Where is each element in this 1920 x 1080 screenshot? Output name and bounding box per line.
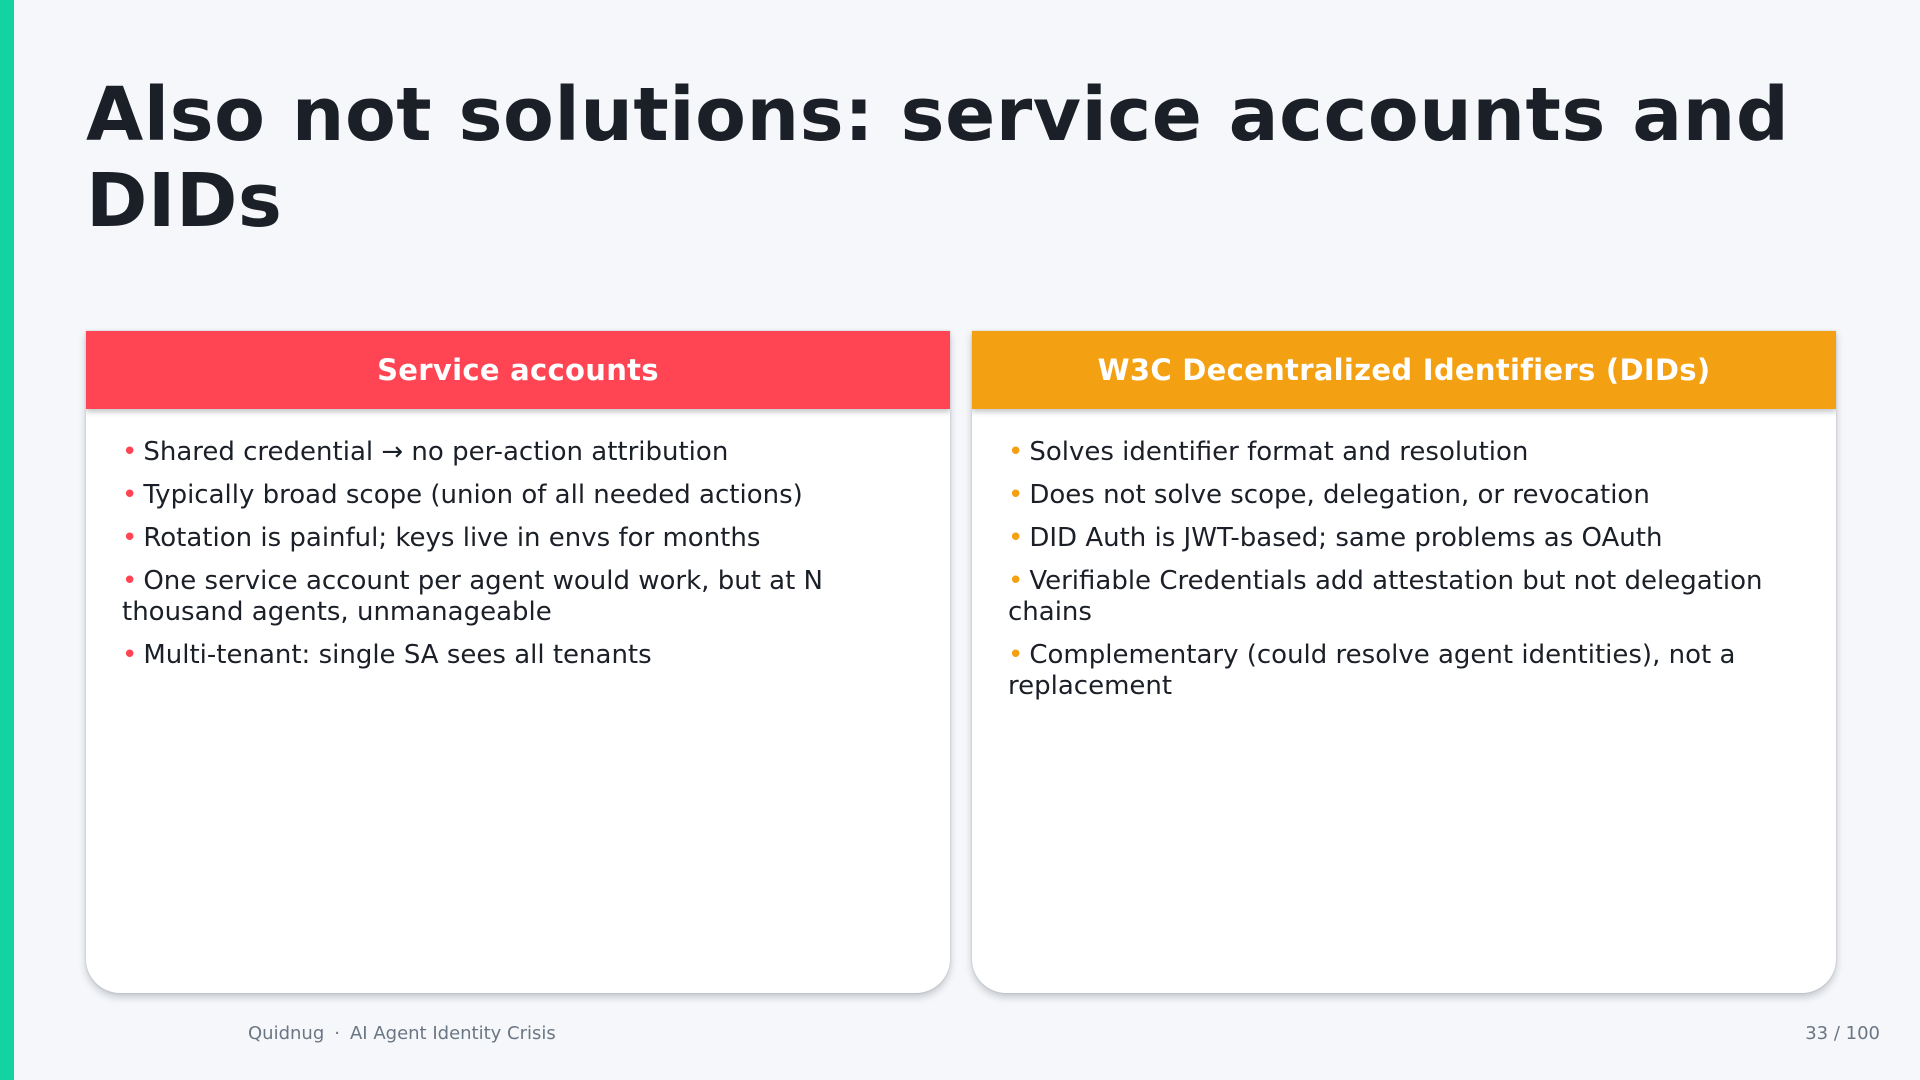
list-item-text: Multi-tenant: single SA sees all tenants: [143, 640, 652, 670]
list-item: [1008, 523, 1800, 554]
dids-header: W3C Decentralized Identifiers (DIDs): [972, 331, 1836, 409]
footer-brand: Quidnug: [248, 1023, 325, 1044]
slide-title: Also not solutions: service accounts and DIDs: [86, 72, 1790, 244]
list-item: [122, 437, 914, 468]
list-item: [1008, 480, 1800, 511]
list-item: [122, 523, 914, 554]
footer-deck-title: AI Agent Identity Crisis: [349, 1023, 556, 1044]
list-item: [122, 566, 914, 628]
bullet-icon: •: [1008, 437, 1024, 467]
list-item: [122, 640, 914, 671]
service-accounts-list: [86, 437, 950, 671]
footer-separator: ·: [334, 1023, 340, 1044]
bullet-icon: •: [1008, 523, 1024, 553]
service-accounts-header: Service accounts: [86, 331, 950, 409]
list-item-text: Complementary (could resolve agent identities), not a replacement: [1008, 640, 1736, 701]
bullet-icon: •: [122, 566, 138, 596]
dids-list: [972, 437, 1836, 702]
bullet-icon: •: [122, 640, 138, 670]
list-item: [1008, 566, 1800, 628]
accent-bar: [0, 0, 14, 1080]
list-item-text: Typically broad scope (union of all needed actions): [143, 480, 803, 510]
service-accounts-card: [86, 331, 950, 993]
list-item-text: Verifiable Credentials add attestation but not delegation chains: [1008, 566, 1763, 627]
dids-card: [972, 331, 1836, 993]
bullet-icon: •: [1008, 566, 1024, 596]
list-item-text: Shared credential → no per-action attribution: [143, 437, 729, 467]
page-counter: 33 / 100: [1805, 1023, 1880, 1044]
list-item: [1008, 437, 1800, 468]
list-item-text: DID Auth is JWT-based; same problems as OAuth: [1029, 523, 1663, 553]
list-item-text: Rotation is painful; keys live in envs for months: [143, 523, 761, 553]
bullet-icon: •: [122, 437, 138, 467]
list-item-text: Does not solve scope, delegation, or revocation: [1029, 480, 1650, 510]
list-item-text: Solves identifier format and resolution: [1029, 437, 1529, 467]
bullet-icon: •: [122, 480, 138, 510]
bullet-icon: •: [122, 523, 138, 553]
list-item: [1008, 640, 1800, 702]
bullet-icon: •: [1008, 480, 1024, 510]
bullet-icon: •: [1008, 640, 1024, 670]
footer-deck-info: [248, 1023, 556, 1044]
list-item: [122, 480, 914, 511]
list-item-text: One service account per agent would work, but at N thousand agents, unmanageable: [122, 566, 823, 627]
